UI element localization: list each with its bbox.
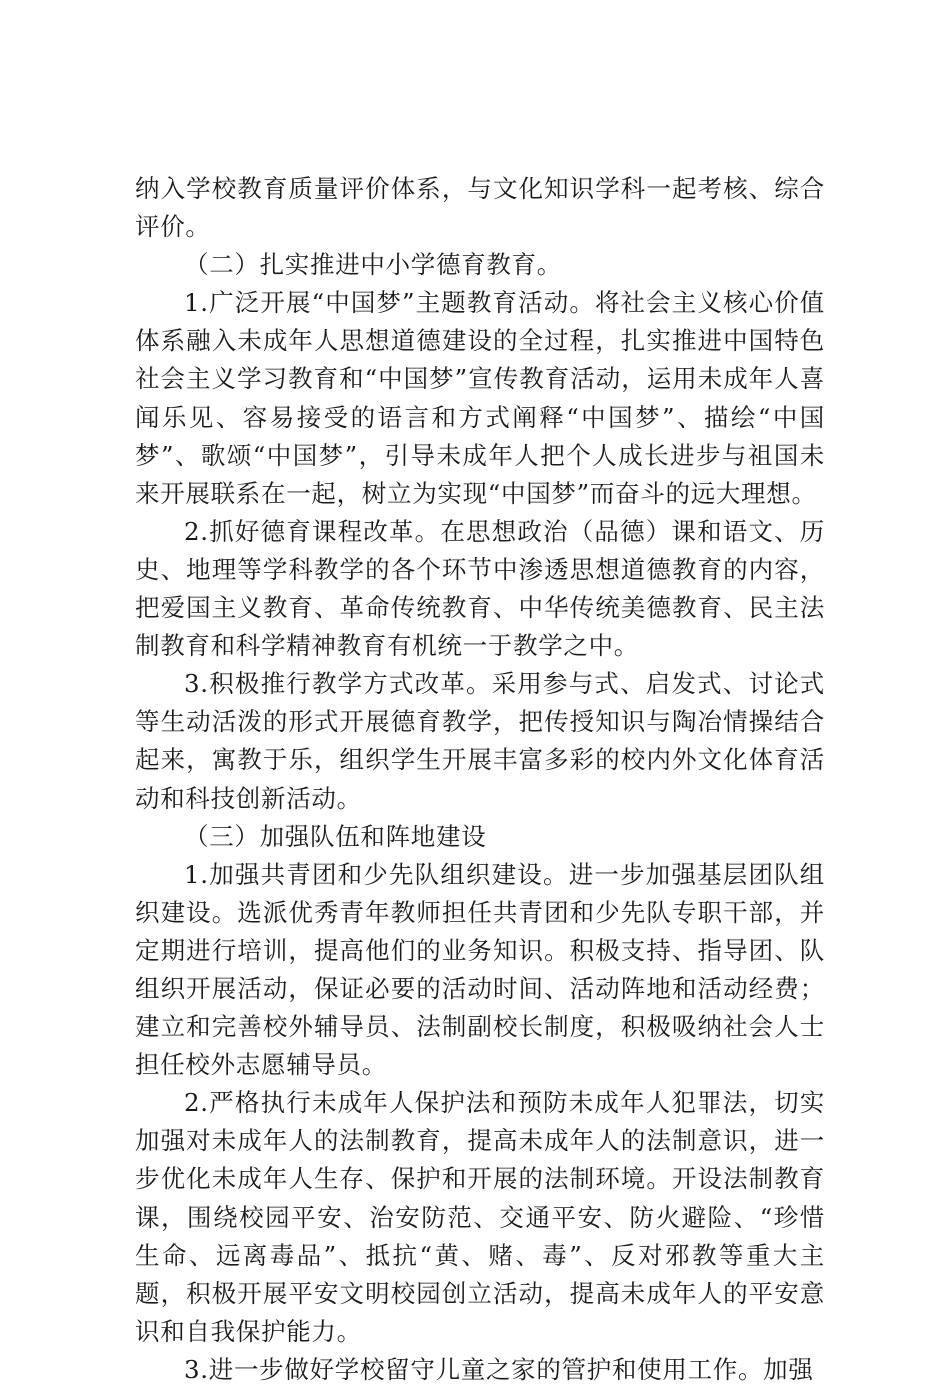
section-heading: （三）加强队伍和阵地建设 xyxy=(184,821,487,851)
paragraph: 3.积极推行教学方式改革。采用参与式、启发式、讨论式等生动活泼的形式开展德育教学，把传授知识与陶冶情操结合起来，寓教于乐，组织学生开展丰富多彩的校内外文化体育活动和科技创新活动。 xyxy=(135,669,825,813)
section-heading: （二）扎实推进中小学德育教育。 xyxy=(184,250,562,280)
paragraph: 1.广泛开展“中国梦”主题教育活动。将社会主义核心价值体系融入未成年人思想道德建设的全过程，扎实推进中国特色社会主义学习教育和“中国梦”宣传教育活动，运用未成年人喜闻乐见、容易接受的语言和方式阐释“中国梦”、描绘“中国梦”、歌颂“中国梦”，引导未成年人把个人成长进步与祖国未来开展联系在一起，树立为实现“中国梦”而奋斗的远大理想。 xyxy=(135,288,825,508)
paragraph: 纳入学校教育质量评价体系，与文化知识学科一起考核、综合评价。 xyxy=(135,174,825,242)
document-body xyxy=(135,170,825,1389)
paragraph: 1.加强共青团和少先队组织建设。进一步加强基层团队组织建设。选派优秀青年教师担任共青团和少先队专职干部，并定期进行培训，提高他们的业务知识。积极支持、指导团、队组织开展活动，保证必要的活动时间、活动阵地和活动经费；建立和完善校外辅导员、法制副校长制度，积极吸纳社会人士担任校外志愿辅导员。 xyxy=(135,859,825,1080)
paragraph: 3.进一步做好学校留守儿童之家的管护和使用工作。加强 xyxy=(184,1354,814,1384)
paragraph: 2.抓好德育课程改革。在思想政治（品德）课和语文、历史、地理等学科教学的各个环节中渗透思想道德教育的内容，把爱国主义教育、革命传统教育、中华传统美德教育、民主法制教育和科学精神教育有机统一于教学之中。 xyxy=(135,516,825,661)
paragraph: 2.严格执行未成年人保护法和预防未成年人犯罪法，切实加强对未成年人的法制教育，提高未成年人的法制意识，进一步优化未成年人生存、保护和开展的法制环境。开设法制教育课，围绕校园平安、治安防范、交通平安、防火避险、“珍惜生命、远离毒品”、抵抗“黄、赌、毒”、反对邪教等重大主题，积极开展平安文明校园创立活动，提高未成年人的平安意识和自我保护能力。 xyxy=(135,1088,825,1346)
